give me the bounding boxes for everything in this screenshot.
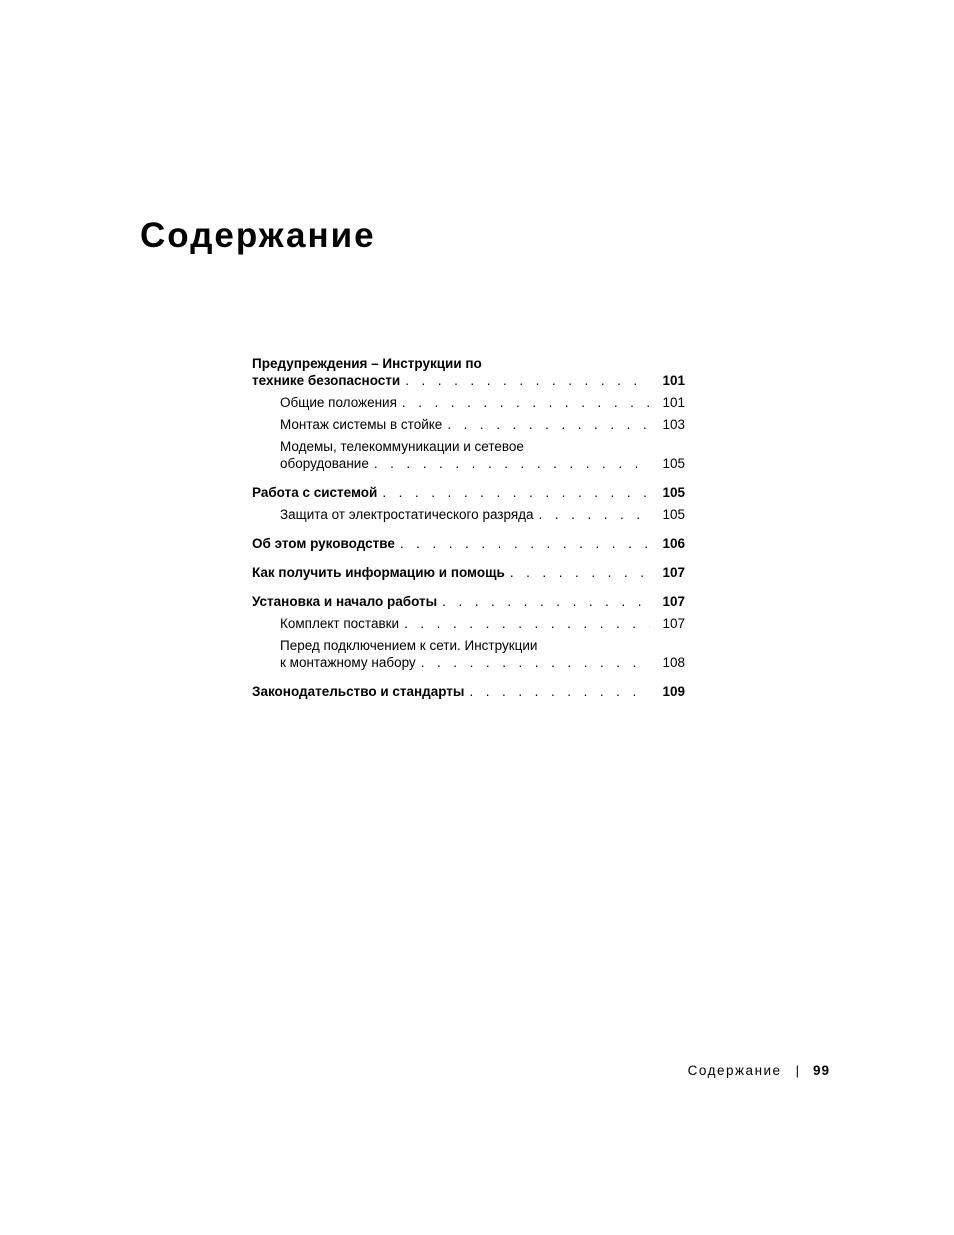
dot-leader xyxy=(539,506,651,523)
toc-entry-text: Предупреждения – Инструкции по xyxy=(252,356,482,371)
dot-leader xyxy=(447,416,650,433)
toc-page-number: 105 xyxy=(662,456,685,471)
toc-entry-text: оборудование xyxy=(280,456,369,471)
toc-page-number: 108 xyxy=(662,655,685,670)
dot-leader xyxy=(374,455,651,472)
footer-section-title: Содержание xyxy=(687,1063,782,1078)
dot-leader xyxy=(442,593,650,610)
toc-entry-working-with-system[interactable] xyxy=(252,484,685,501)
toc-page-number: 105 xyxy=(662,485,685,500)
toc-group-working xyxy=(252,484,685,523)
toc-page-number: 107 xyxy=(662,565,685,580)
toc-group-regulatory xyxy=(252,683,685,700)
dot-leader xyxy=(510,564,651,581)
toc-entry-rack-mounting[interactable] xyxy=(252,416,685,433)
toc-entry-text: Перед подключением к сети. Инструкции xyxy=(280,638,538,653)
dot-leader xyxy=(382,484,650,501)
toc-entry-text: Об этом руководстве xyxy=(252,536,395,551)
toc-entry-text: Законодательство и стандарты xyxy=(252,684,465,699)
toc-page-number: 109 xyxy=(662,684,685,699)
toc-page-number: 106 xyxy=(662,536,685,551)
toc-entry-text: Комплект поставки xyxy=(280,616,400,631)
toc-group-safety xyxy=(252,355,685,472)
toc-entry-regulatory[interactable] xyxy=(252,683,685,700)
toc-entry-text: Защита от электростатического разряда xyxy=(280,507,534,522)
toc-page-number: 107 xyxy=(662,594,685,609)
toc-entry-modems[interactable] xyxy=(252,438,685,472)
toc-page-number: 107 xyxy=(662,616,685,631)
toc-entry-text: технике безопасности xyxy=(252,373,401,388)
toc-entry-before-connecting[interactable] xyxy=(252,637,685,671)
footer-page-number: 99 xyxy=(812,1063,830,1078)
toc-entry-about-guide[interactable] xyxy=(252,535,685,552)
toc-entry-text: к монтажному набору xyxy=(280,655,416,670)
toc-entry-general[interactable] xyxy=(252,394,685,411)
toc-entry-text: Как получить информацию и помощь xyxy=(252,565,505,580)
toc-entry-text: Модемы, телекоммуникации и сетевое xyxy=(280,439,524,454)
table-of-contents xyxy=(252,355,685,712)
dot-leader xyxy=(421,654,651,671)
page-title: Содержание xyxy=(140,216,376,255)
toc-page-number: 103 xyxy=(662,417,685,432)
toc-entry-text: Установка и начало работы xyxy=(252,594,438,609)
footer-separator: | xyxy=(795,1063,799,1078)
dot-leader xyxy=(405,372,650,389)
toc-group-about xyxy=(252,535,685,552)
toc-entry-getting-help[interactable] xyxy=(252,564,685,581)
dot-leader xyxy=(402,394,651,411)
toc-entry-text: Общие положения xyxy=(280,395,397,410)
toc-entry-safety-instructions[interactable] xyxy=(252,355,685,389)
toc-entry-setup[interactable] xyxy=(252,593,685,610)
toc-page-number: 101 xyxy=(662,395,685,410)
toc-group-help xyxy=(252,564,685,581)
toc-page-number: 105 xyxy=(662,507,685,522)
toc-page-number: 101 xyxy=(662,373,685,388)
toc-entry-text: Монтаж системы в стойке xyxy=(280,417,443,432)
dot-leader xyxy=(469,683,650,700)
page-footer xyxy=(688,1062,830,1079)
toc-entry-package-contents[interactable] xyxy=(252,615,685,632)
dot-leader xyxy=(404,615,650,632)
toc-group-setup xyxy=(252,593,685,671)
toc-entry-esd-protection[interactable] xyxy=(252,506,685,523)
toc-entry-text: Работа с системой xyxy=(252,485,378,500)
dot-leader xyxy=(400,535,651,552)
